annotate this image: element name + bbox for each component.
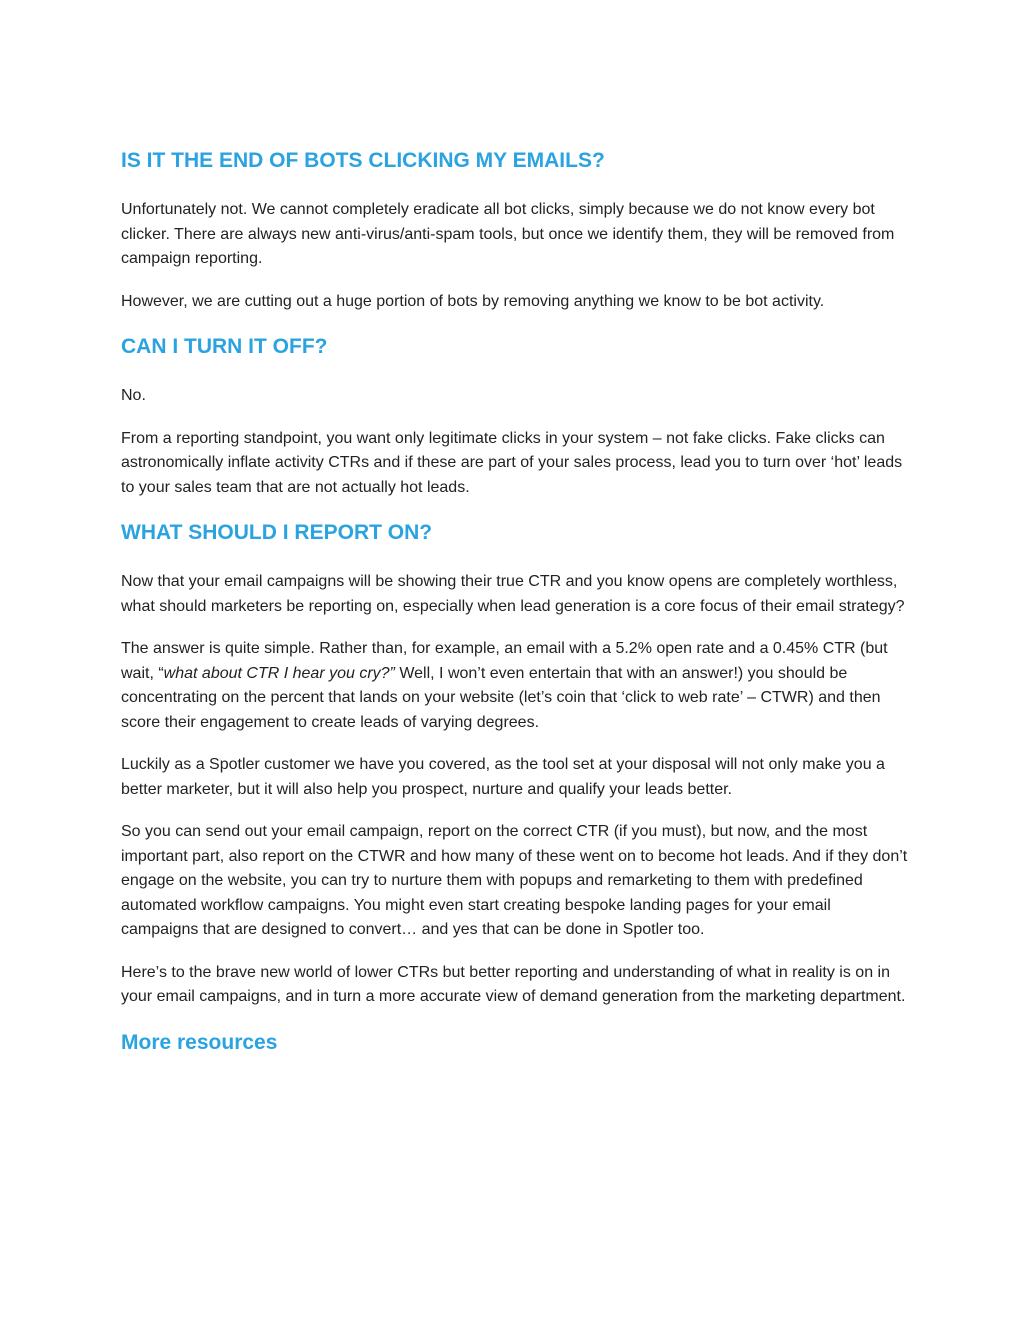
paragraph-report-1: Now that your email campaigns will be showing their true CTR and you know opens are completely worthless, what should marketers be reporting on, especially when lead generation is a core focus of their email strategy? <box>121 573 905 615</box>
paragraph-turn-off-2: From a reporting standpoint, you want only legitimate clicks in your system – not fake clicks. Fake clicks can astronomically inflate activity CTRs and if these are part of your sales process, lead you to turn over ‘hot’ leads to your sales team that are not actually hot leads. <box>121 429 903 496</box>
heading-bots: IS IT THE END OF BOTS CLICKING MY EMAILS? <box>121 149 605 172</box>
paragraph-report-2-part-a: The answer is quite simple. Rather than, for example, an email with a 5.2% open rate and a 0.45% CTR (but wait, “ <box>121 640 888 682</box>
paragraph-report-2-part-b: Well, I won’t even entertain that with an answer!) you should be concentrating on the percent that lands on your website (let’s coin that ‘click to web rate’ – CTWR) and then score their engagement to create leads of varying degrees. <box>121 664 881 731</box>
heading-report: WHAT SHOULD I REPORT ON? <box>121 521 433 544</box>
paragraph-report-2 <box>121 637 911 735</box>
paragraph-turn-off-1: No. <box>121 387 146 404</box>
paragraph-report-2-italic: what about CTR I hear you cry?” <box>163 664 395 682</box>
paragraph-bots-2: However, we are cutting out a huge portion of bots by removing anything we know to be bot activity. <box>121 292 825 310</box>
heading-turn-off: CAN I TURN IT OFF? <box>121 335 328 358</box>
heading-more-resources: More resources <box>121 1030 278 1054</box>
paragraph-report-5: Here’s to the brave new world of lower CTRs but better reporting and understanding of what in reality is on in your email campaigns, and in turn a more accurate view of demand generation from the marketing department. <box>121 963 906 1005</box>
paragraph-report-4: So you can send out your email campaign, report on the correct CTR (if you must), but now, and the most important part, also report on the CTWR and how many of these went on to become hot leads. And if they don’t engage on the website, you can try to nurture them with popups and remarketing to them with predefined automated workflow campaigns. You might even start creating bespoke landing pages for your email campaigns that are designed to convert… and yes that can be done in Spotler too. <box>121 823 908 938</box>
document-page <box>121 146 911 1058</box>
paragraph-report-3: Luckily as a Spotler customer we have you covered, as the tool set at your disposal will not only make you a better marketer, but it will also help you prospect, nurture and qualify your leads better. <box>121 756 885 798</box>
paragraph-bots-1: Unfortunately not. We cannot completely eradicate all bot clicks, simply because we do not know every bot clicker. There are always new anti-virus/anti-spam tools, but once we identify them, they will be removed from campaign reporting. <box>121 201 895 267</box>
